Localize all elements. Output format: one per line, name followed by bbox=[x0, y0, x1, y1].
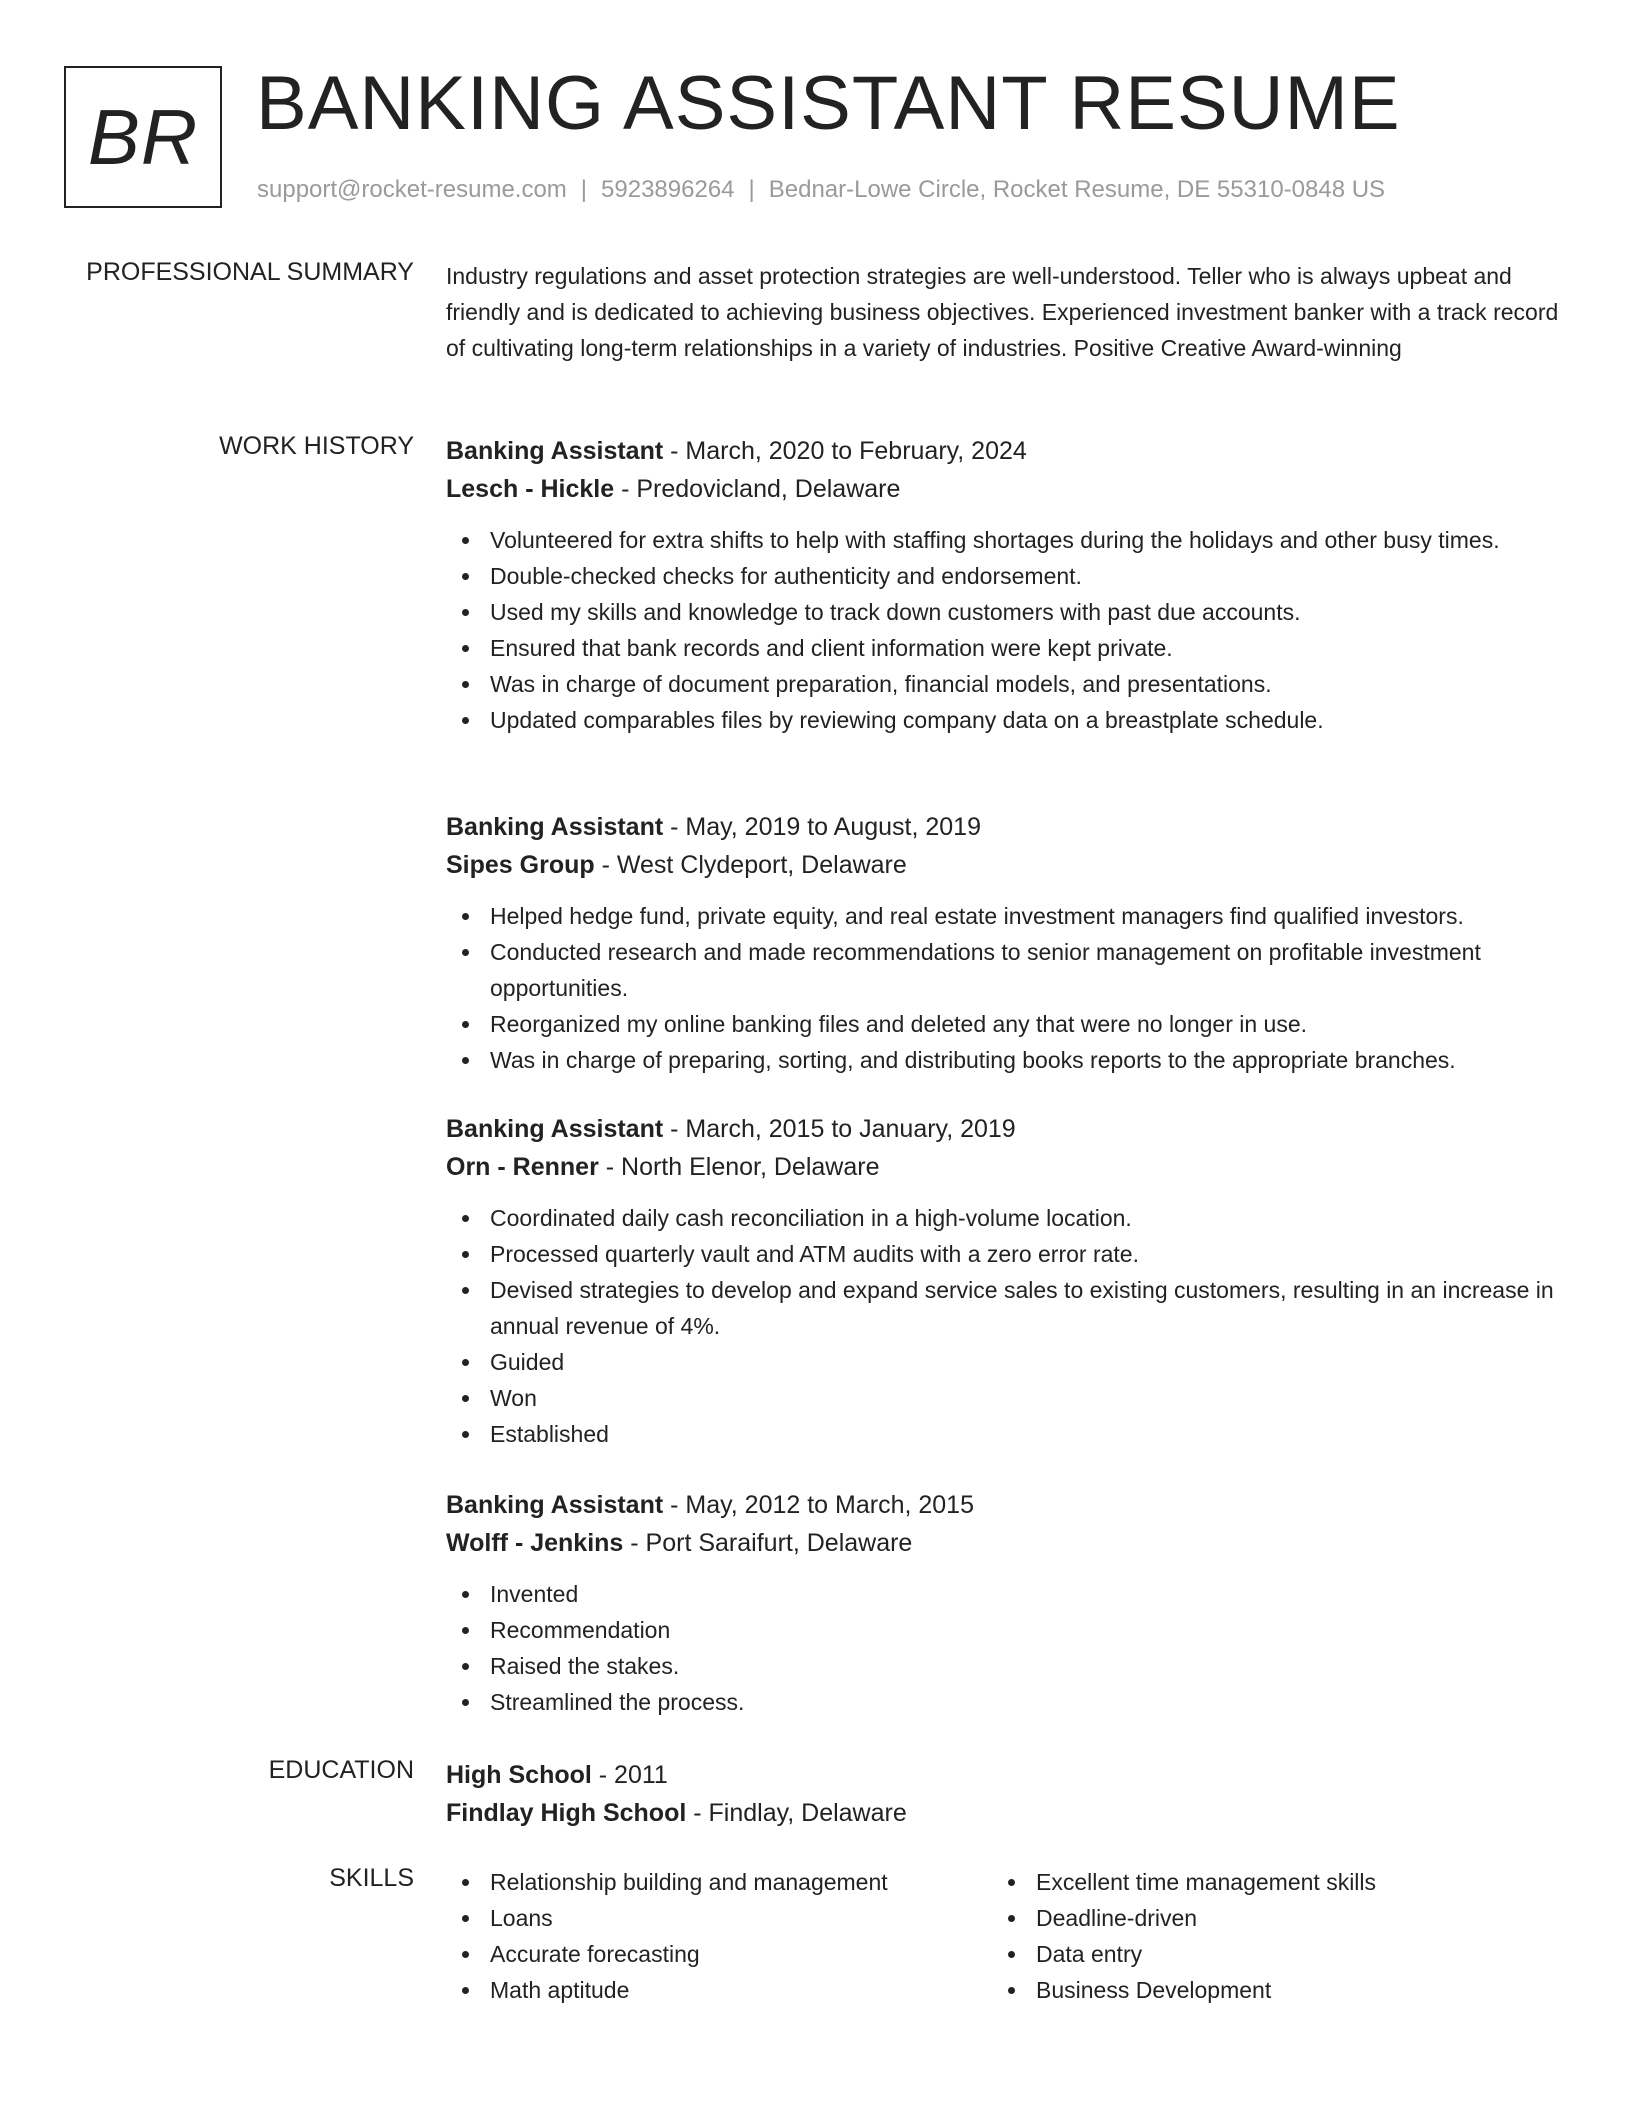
list-item: Relationship building and management bbox=[446, 1864, 992, 1900]
education-degree: High School bbox=[446, 1761, 592, 1789]
education-degree-line bbox=[446, 1756, 1564, 1794]
job-entry bbox=[446, 808, 1564, 1078]
list-item: Double-checked checks for authenticity and endorsement. bbox=[446, 558, 1564, 594]
job-location: - North Elenor, Delaware bbox=[598, 1153, 880, 1181]
list-item: Excellent time management skills bbox=[992, 1864, 1538, 1900]
job-bullets bbox=[446, 522, 1564, 738]
list-item: Invented bbox=[446, 1576, 1564, 1612]
job-title-line bbox=[446, 432, 1564, 470]
job-bullets bbox=[446, 1200, 1564, 1452]
contact-separator: | bbox=[748, 176, 755, 203]
job-bullets bbox=[446, 1576, 1564, 1720]
list-item: Was in charge of document preparation, financial models, and presentations. bbox=[446, 666, 1564, 702]
summary-text: Industry regulations and asset protection strategies are well-understood. Teller who is always upbeat and friendly and is dedicated to achieving business objectives. Experienced investment banker with a track record of cultivating long-term relationships in a variety of industries. Positive Creative Award-winning bbox=[446, 263, 1559, 361]
job-entry bbox=[446, 432, 1564, 738]
list-item: Coordinated daily cash reconciliation in a high-volume location. bbox=[446, 1200, 1564, 1236]
list-item: Business Development bbox=[992, 1972, 1538, 2008]
list-item: Was in charge of preparing, sorting, and distributing books reports to the appropriate branches. bbox=[446, 1042, 1564, 1078]
job-bullets bbox=[446, 898, 1564, 1078]
education-year: - 2011 bbox=[591, 1761, 668, 1789]
summary-body bbox=[446, 258, 1564, 366]
education-label: EDUCATION bbox=[268, 1756, 414, 1784]
resume-title: BANKING ASSISTANT RESUME bbox=[256, 61, 1401, 146]
list-item: Won bbox=[446, 1380, 1564, 1416]
education-body bbox=[446, 1756, 1564, 1832]
skills-list-right bbox=[992, 1864, 1538, 2008]
skills-columns bbox=[446, 1864, 1564, 2008]
list-item: Updated comparables files by reviewing company data on a breastplate schedule. bbox=[446, 702, 1564, 738]
job-title-line bbox=[446, 808, 1564, 846]
skills-label: SKILLS bbox=[329, 1864, 414, 1892]
list-item: Reorganized my online banking files and deleted any that were no longer in use. bbox=[446, 1006, 1564, 1042]
list-item: Conducted research and made recommendations to senior management on profitable investment opportunities. bbox=[446, 934, 1564, 1006]
skills-body bbox=[446, 1864, 1564, 2008]
list-item: Data entry bbox=[992, 1936, 1538, 1972]
list-item: Streamlined the process. bbox=[446, 1684, 1564, 1720]
job-company: Orn - Renner bbox=[446, 1153, 599, 1181]
education-location: - Findlay, Delaware bbox=[686, 1799, 907, 1827]
skills-column-right bbox=[992, 1864, 1538, 2008]
list-item: Helped hedge fund, private equity, and real estate investment managers find qualified investors. bbox=[446, 898, 1564, 934]
list-item: Volunteered for extra shifts to help with staffing shortages during the holidays and other busy times. bbox=[446, 522, 1564, 558]
work-history-label: WORK HISTORY bbox=[219, 432, 414, 460]
list-item: Established bbox=[446, 1416, 1564, 1452]
list-item: Loans bbox=[446, 1900, 992, 1936]
job-company-line bbox=[446, 470, 1564, 508]
list-item: Deadline-driven bbox=[992, 1900, 1538, 1936]
job-dates: - May, 2019 to August, 2019 bbox=[663, 813, 981, 841]
list-item: Ensured that bank records and client information were kept private. bbox=[446, 630, 1564, 666]
list-item: Math aptitude bbox=[446, 1972, 992, 2008]
job-location: - Port Saraifurt, Delaware bbox=[623, 1529, 913, 1557]
monogram-initials: BR bbox=[87, 92, 199, 181]
job-company: Wolff - Jenkins bbox=[446, 1529, 624, 1557]
contact-email: support@rocket-resume.com bbox=[257, 176, 567, 203]
list-item: Devised strategies to develop and expand service sales to existing customers, resulting in an increase in annual revenue of 4%. bbox=[446, 1272, 1564, 1344]
job-location: - Predovicland, Delaware bbox=[614, 475, 901, 503]
job-entry bbox=[446, 1110, 1564, 1452]
job-dates: - March, 2020 to February, 2024 bbox=[663, 437, 1027, 465]
job-title: Banking Assistant bbox=[446, 1491, 664, 1519]
list-item: Guided bbox=[446, 1344, 1564, 1380]
education-school-line bbox=[446, 1794, 1564, 1832]
job-dates: - March, 2015 to January, 2019 bbox=[663, 1115, 1016, 1143]
job-title: Banking Assistant bbox=[446, 1115, 664, 1143]
job-company: Lesch - Hickle bbox=[446, 475, 615, 503]
skills-column-left bbox=[446, 1864, 992, 2008]
monogram-box bbox=[64, 66, 222, 208]
education-school: Findlay High School bbox=[446, 1799, 687, 1827]
job-title-line bbox=[446, 1486, 1564, 1524]
skills-list-left bbox=[446, 1864, 992, 2008]
list-item: Processed quarterly vault and ATM audits with a zero error rate. bbox=[446, 1236, 1564, 1272]
list-item: Recommendation bbox=[446, 1612, 1564, 1648]
job-dates: - May, 2012 to March, 2015 bbox=[663, 1491, 974, 1519]
list-item: Raised the stakes. bbox=[446, 1648, 1564, 1684]
job-company-line bbox=[446, 1148, 1564, 1186]
contact-address: Bednar-Lowe Circle, Rocket Resume, DE 55310-0848 US bbox=[768, 176, 1386, 203]
job-title: Banking Assistant bbox=[446, 437, 664, 465]
job-entry bbox=[446, 1486, 1564, 1720]
job-title: Banking Assistant bbox=[446, 813, 664, 841]
contact-line bbox=[257, 176, 1385, 204]
job-company-line bbox=[446, 846, 1564, 884]
contact-phone: 5923896264 bbox=[601, 176, 735, 203]
list-item: Used my skills and knowledge to track down customers with past due accounts. bbox=[446, 594, 1564, 630]
resume-header bbox=[64, 61, 1584, 216]
job-company: Sipes Group bbox=[446, 851, 595, 879]
job-title-line bbox=[446, 1110, 1564, 1148]
list-item: Accurate forecasting bbox=[446, 1936, 992, 1972]
job-location: - West Clydeport, Delaware bbox=[594, 851, 907, 879]
contact-separator: | bbox=[580, 176, 588, 203]
summary-label: PROFESSIONAL SUMMARY bbox=[86, 258, 414, 286]
job-company-line bbox=[446, 1524, 1564, 1562]
